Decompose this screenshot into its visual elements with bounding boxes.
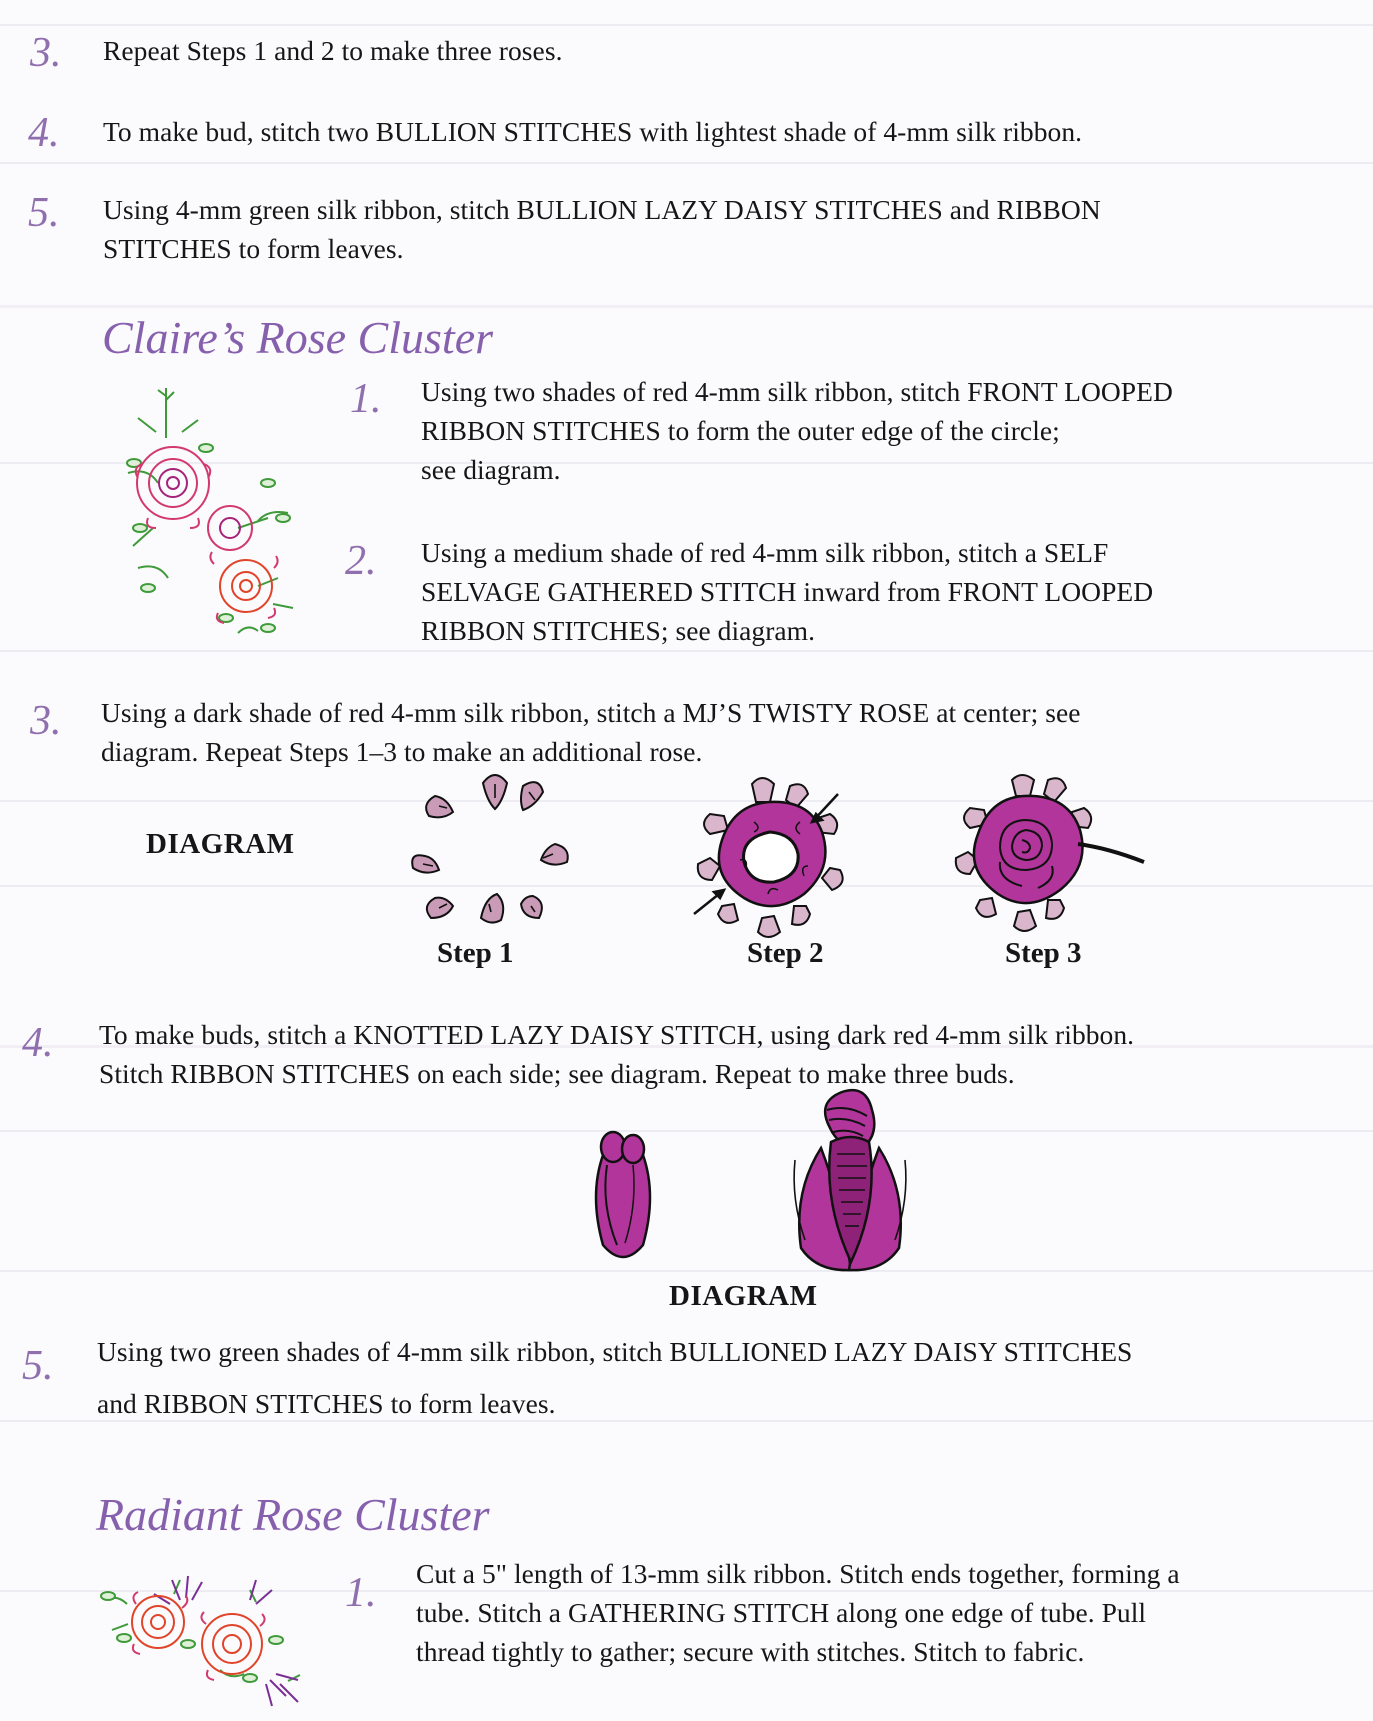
bud-diagram-label: DIAGRAM: [669, 1280, 818, 1312]
step-text: [99, 1015, 1134, 1093]
step-number: 4.: [28, 110, 60, 156]
step-number: 3.: [30, 698, 62, 744]
step-text-line: Stitch RIBBON STITCHES on each side; see diagram. Repeat to make three buds.: [99, 1058, 1015, 1089]
step-text-line: Cut a 5" length of 13-mm silk ribbon. Stitch ends together, forming a: [416, 1558, 1180, 1589]
step-text: [416, 1554, 1180, 1671]
step-text-line: RIBBON STITCHES; see diagram.: [421, 615, 816, 646]
step-text-line: thread tightly to gather; secure with stitches. Stitch to fabric.: [416, 1636, 1085, 1667]
step-1-petals-diagram: [405, 768, 585, 938]
rose-diagram-label: DIAGRAM: [146, 828, 295, 860]
step-text-line: Using two shades of red 4-mm silk ribbon, stitch FRONT LOOPED: [421, 376, 1173, 407]
section-heading-radiant: Radiant Rose Cluster: [96, 1489, 490, 1540]
step-text-line: Using a medium shade of red 4-mm silk ribbon, stitch a SELF: [421, 537, 1109, 568]
step-number: 5.: [22, 1343, 54, 1389]
radiant-rose-cluster-illustration: [100, 1560, 320, 1715]
step-text-line: Using a dark shade of red 4-mm silk ribbon, stitch a MJ’S TWISTY ROSE at center; see: [101, 697, 1081, 728]
step-text: [421, 372, 1173, 489]
step-text-line: STITCHES to form leaves.: [103, 233, 404, 264]
step-number: 3.: [30, 30, 62, 76]
step-text: [101, 693, 1081, 771]
claires-rose-cluster-illustration: [118, 378, 308, 643]
step-text-line: see diagram.: [421, 454, 561, 485]
step-text-line: diagram. Repeat Steps 1–3 to make an additional rose.: [101, 736, 703, 767]
step-text-line: Using 4-mm green silk ribbon, stitch BULLION LAZY DAISY STITCHES and RIBBON: [103, 194, 1101, 225]
step-number: 2.: [345, 538, 377, 584]
step-text: [421, 533, 1153, 650]
bud-knotted-lazy-daisy-diagram: [585, 1125, 660, 1265]
step-text: [97, 1332, 1132, 1423]
bud-with-ribbon-stitches-diagram: [775, 1090, 925, 1270]
step-text-line: tube. Stitch a GATHERING STITCH along one edge of tube. Pull: [416, 1597, 1147, 1628]
step-2-gathered-diagram: [690, 774, 865, 939]
step-text: To make bud, stitch two BULLION STITCHES with lightest shade of 4-mm silk ribbon.: [103, 116, 1083, 147]
step-text: Repeat Steps 1 and 2 to make three roses.: [103, 35, 563, 66]
step-3-label: Step 3: [1005, 937, 1082, 969]
section-heading-claires: Claire’s Rose Cluster: [102, 312, 494, 363]
step-number: 5.: [28, 190, 60, 236]
step-3-twisty-rose-diagram: [952, 774, 1152, 939]
step-text-line: and RIBBON STITCHES to form leaves.: [97, 1388, 556, 1419]
step-text-line: To make buds, stitch a KNOTTED LAZY DAISY STITCH, using dark red 4-mm silk ribbon.: [99, 1019, 1135, 1050]
step-text: [103, 190, 1101, 268]
step-1-label: Step 1: [437, 937, 514, 969]
step-number: 1.: [350, 376, 382, 422]
step-text-line: SELVAGE GATHERED STITCH inward from FRONT LOOPED: [421, 576, 1154, 607]
step-2-label: Step 2: [747, 937, 824, 969]
step-number: 1.: [345, 1570, 377, 1616]
step-text-line: Using two green shades of 4-mm silk ribbon, stitch BULLIONED LAZY DAISY STITCHES: [97, 1336, 1133, 1367]
step-number: 4.: [22, 1020, 54, 1066]
step-text-line: RIBBON STITCHES to form the outer edge of the circle;: [421, 415, 1060, 446]
